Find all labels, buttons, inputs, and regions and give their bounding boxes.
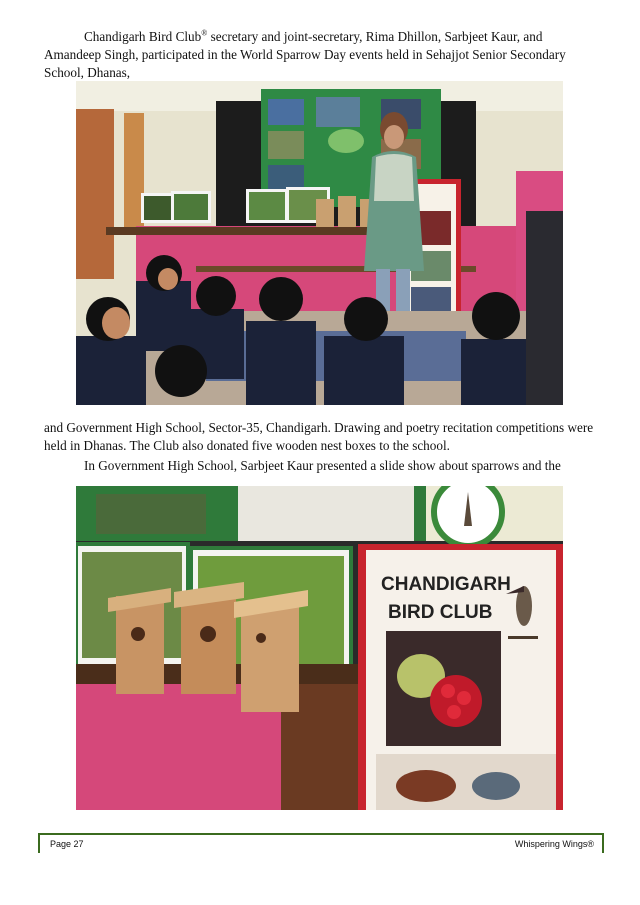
second-paragraph: In Government High School, Sarbjeet Kaur presented a slide show about sparrows and the — [84, 458, 561, 473]
poster-title-line2: BIRD CLUB — [388, 602, 493, 623]
poster-title-line1: CHANDIGARH — [381, 574, 511, 595]
nest-box-group — [108, 582, 308, 712]
registered-mark: ® — [201, 28, 208, 38]
intro-lead: Chandigarh Bird Club — [84, 29, 202, 44]
photo-classroom-presentation — [76, 81, 563, 405]
page-number: Page 27 — [50, 839, 84, 849]
photo-nest-boxes-poster — [76, 486, 563, 810]
nest-box-illustration — [76, 486, 563, 810]
publication-name: Whispering Wings® — [514, 839, 594, 849]
continuation-paragraph: and Government High School, Sector-35, Chandigarh. Drawing and poetry recitation competitions were held in Dhanas. The Club also donated five wooden nest boxes to the school. — [44, 420, 594, 453]
classroom-illustration — [76, 81, 563, 405]
intro-paragraph — [44, 28, 600, 82]
page-footer — [38, 833, 604, 853]
intro-rest: secretary and joint-secretary, Rima Dhillon, Sarbjeet Kaur, and Amandeep Singh, participated in the World Sparrow Day events held in Sehajjot Senior Secondary School, Dhanas, — [44, 29, 566, 80]
